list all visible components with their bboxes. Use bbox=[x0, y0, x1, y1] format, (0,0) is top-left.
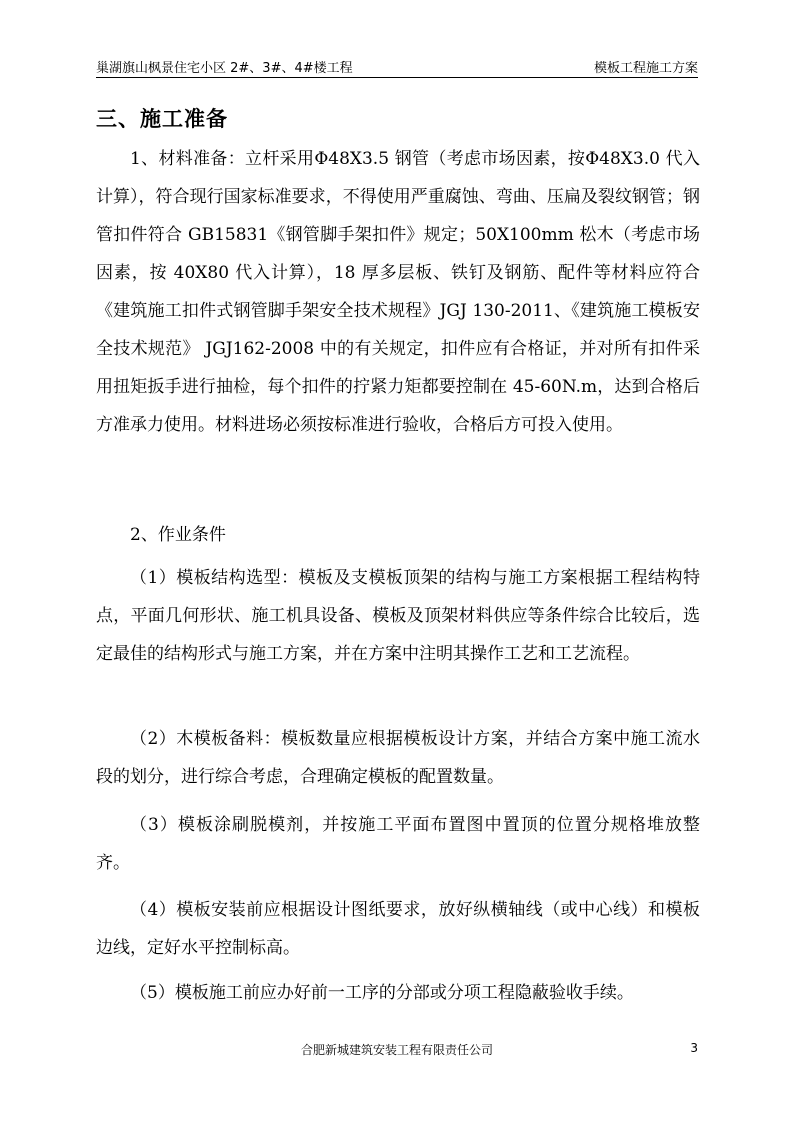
paragraph-material-preparation: 1、材料准备：立杆采用Φ48X3.5 钢管（考虑市场因素，按Φ48X3.0 代入计算），符合现行国家标准要求，不得使用严重腐蚀、弯曲、压扁及裂纹钢管；钢管扣件符合 GB15831《钢管脚手架扣件》规定；50X100mm 松木（考虑市场因素，按 40X80 代入计算），18 厚多层板、铁钉及钢筋、配件等材料应符合《建筑施工扣件式钢管脚手架安全技术规程》JGJ 130-2011、《建筑施工模板安全技术规范》 JGJ162-2008 中的有关规定，扣件应有合格证，并对所有扣件采用扭矩扳手进行抽检，每个扣件的拧紧力矩都要控制在 45-60N.m，达到合格后方准承力使用。材料进场必须按标准进行验收，合格后方可投入使用。 bbox=[96, 149, 700, 435]
footer-company-name: 合肥新城建筑安装工程有限责任公司 bbox=[300, 1043, 493, 1057]
paragraph-timber-formwork-preparation: （2）木模板备料：模板数量应根据模板设计方案，并结合方案中施工流水段的划分，进行综合考虑，合理确定模板的配置数量。 bbox=[96, 729, 700, 787]
paragraph-hidden-works-acceptance: （5）模板施工前应办好前一工序的分部或分项工程隐蔽验收手续。 bbox=[130, 983, 634, 1003]
paragraph-work-conditions-heading: 2、作业条件 bbox=[130, 525, 226, 545]
paragraph-release-agent: （3）模板涂刷脱模剂，并按施工平面布置图中置顶的位置分规格堆放整齐。 bbox=[96, 815, 700, 873]
section-title: 三、施工准备 bbox=[96, 106, 228, 131]
header-project-name: 巢湖旗山枫景住宅小区 2#、3#、4#楼工程 bbox=[96, 61, 353, 76]
paragraph-formwork-structure-selection: （1）模板结构选型：模板及支模板顶架的结构与施工方案根据工程结构特点，平面几何形状、施工机具设备、模板及顶架材料供应等条件综合比较后，选定最佳的结构形式与施工方案，并在方案中注明其操作工艺和工艺流程。 bbox=[96, 568, 700, 664]
header-divider bbox=[96, 77, 698, 78]
header-document-title: 模板工程施工方案 bbox=[593, 61, 698, 76]
page-number: 3 bbox=[690, 1041, 698, 1055]
paragraph-axis-layout: （4）模板安装前应根据设计图纸要求，放好纵横轴线（或中心线）和模板边线，定好水平控制标高。 bbox=[96, 900, 700, 958]
